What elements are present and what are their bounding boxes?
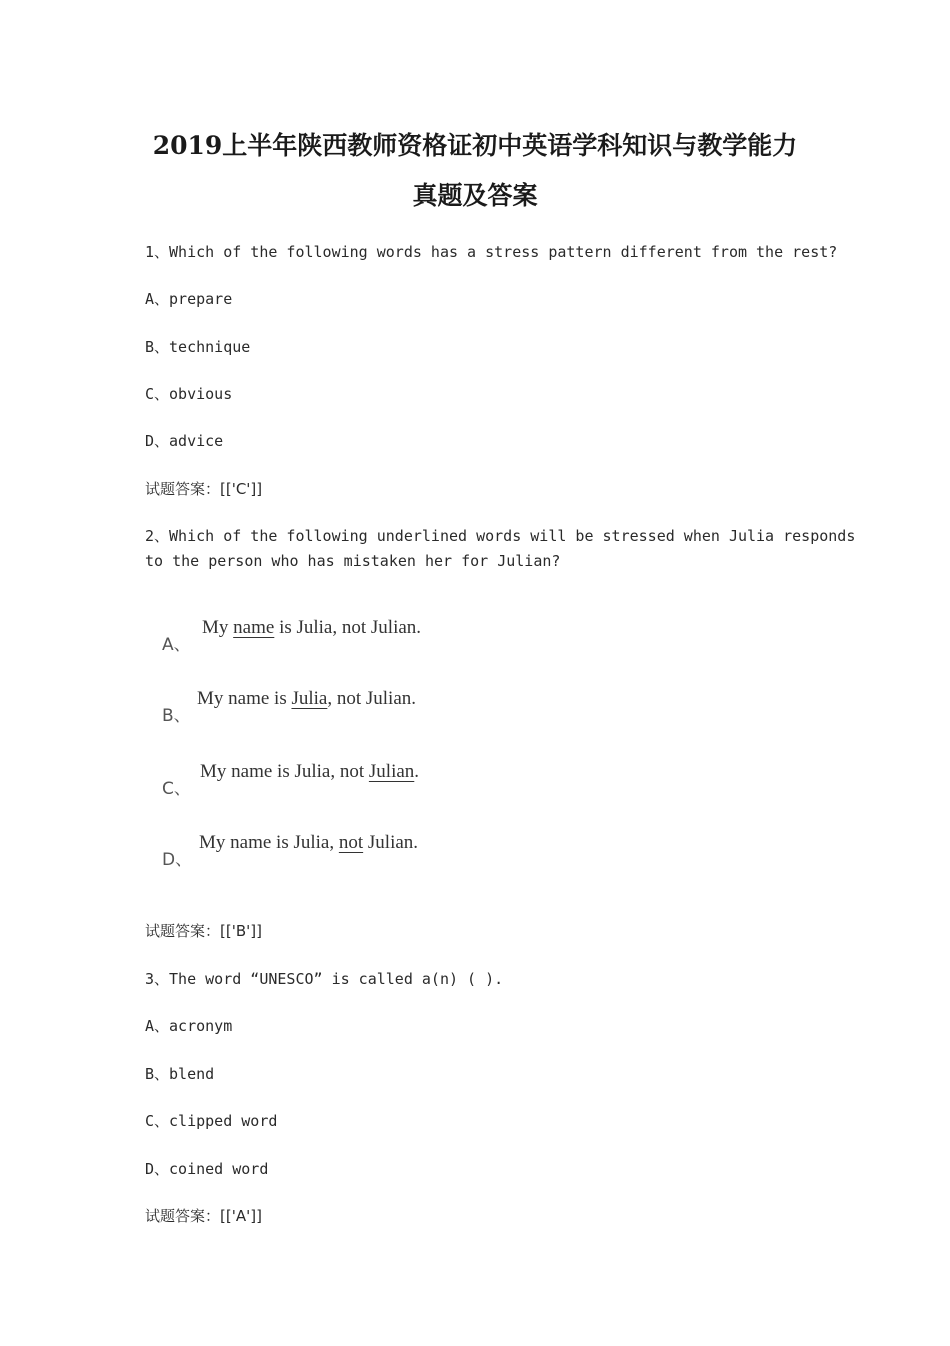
question-3-option-b: B、blend: [145, 1065, 215, 1083]
document-title-line-1: 2019上半年陕西教师资格证初中英语学科知识与教学能力: [152, 131, 798, 160]
question-3-stem: 3、The word “UNESCO” is called a(n) ( ).: [145, 970, 504, 988]
question-2-option-b: [162, 688, 462, 728]
option-sentence: [202, 617, 421, 639]
option-letter: B、: [162, 706, 191, 726]
question-1-option-c: C、obvious: [145, 385, 233, 403]
question-2-stem-line-1: 2、Which of the following underlined words will be stressed when Julia responds: [145, 527, 856, 545]
sentence-part: , not Julian.: [327, 688, 417, 709]
underlined-word: Julian: [368, 761, 415, 782]
underlined-word: name: [233, 617, 275, 638]
document-title-line-2: 真题及答案: [412, 181, 538, 210]
sentence-part: Julian.: [363, 832, 419, 853]
option-sentence: [197, 688, 416, 710]
question-1-option-b: B、technique: [145, 338, 251, 356]
question-2-stem-line-2: to the person who has mistaken her for Julian?: [145, 552, 561, 570]
sentence-part: My name is: [197, 688, 292, 709]
question-2-option-a: [162, 617, 462, 657]
sentence-part: My name is Julia, not: [200, 761, 369, 782]
question-2-option-d: [162, 832, 462, 872]
question-2-answer: 试题答案：[['B']]: [145, 922, 262, 940]
option-letter: A、: [162, 635, 191, 655]
question-3-option-c: C、clipped word: [145, 1112, 278, 1130]
question-3-option-d: D、coined word: [145, 1160, 269, 1178]
sentence-part: My: [202, 617, 234, 638]
sentence-part: is Julia, not Julian.: [274, 617, 422, 638]
question-1-answer: 试题答案：[['C']]: [145, 480, 263, 498]
question-3-answer: 试题答案：[['A']]: [145, 1207, 262, 1225]
question-2-option-c: [162, 761, 462, 801]
underlined-word: Julia: [291, 688, 328, 709]
option-sentence: [200, 761, 419, 783]
sentence-part: My name is Julia,: [199, 832, 339, 853]
question-1-option-a: A、prepare: [145, 290, 233, 308]
question-1-stem: 1、Which of the following words has a stress pattern different from the rest?: [145, 243, 838, 261]
option-letter: D、: [162, 850, 193, 870]
underlined-word: not: [338, 832, 364, 853]
question-1-option-d: D、advice: [145, 432, 224, 450]
option-letter: C、: [162, 779, 191, 799]
sentence-part: .: [414, 761, 420, 782]
question-3-option-a: A、acronym: [145, 1017, 233, 1035]
option-sentence: [199, 832, 418, 854]
